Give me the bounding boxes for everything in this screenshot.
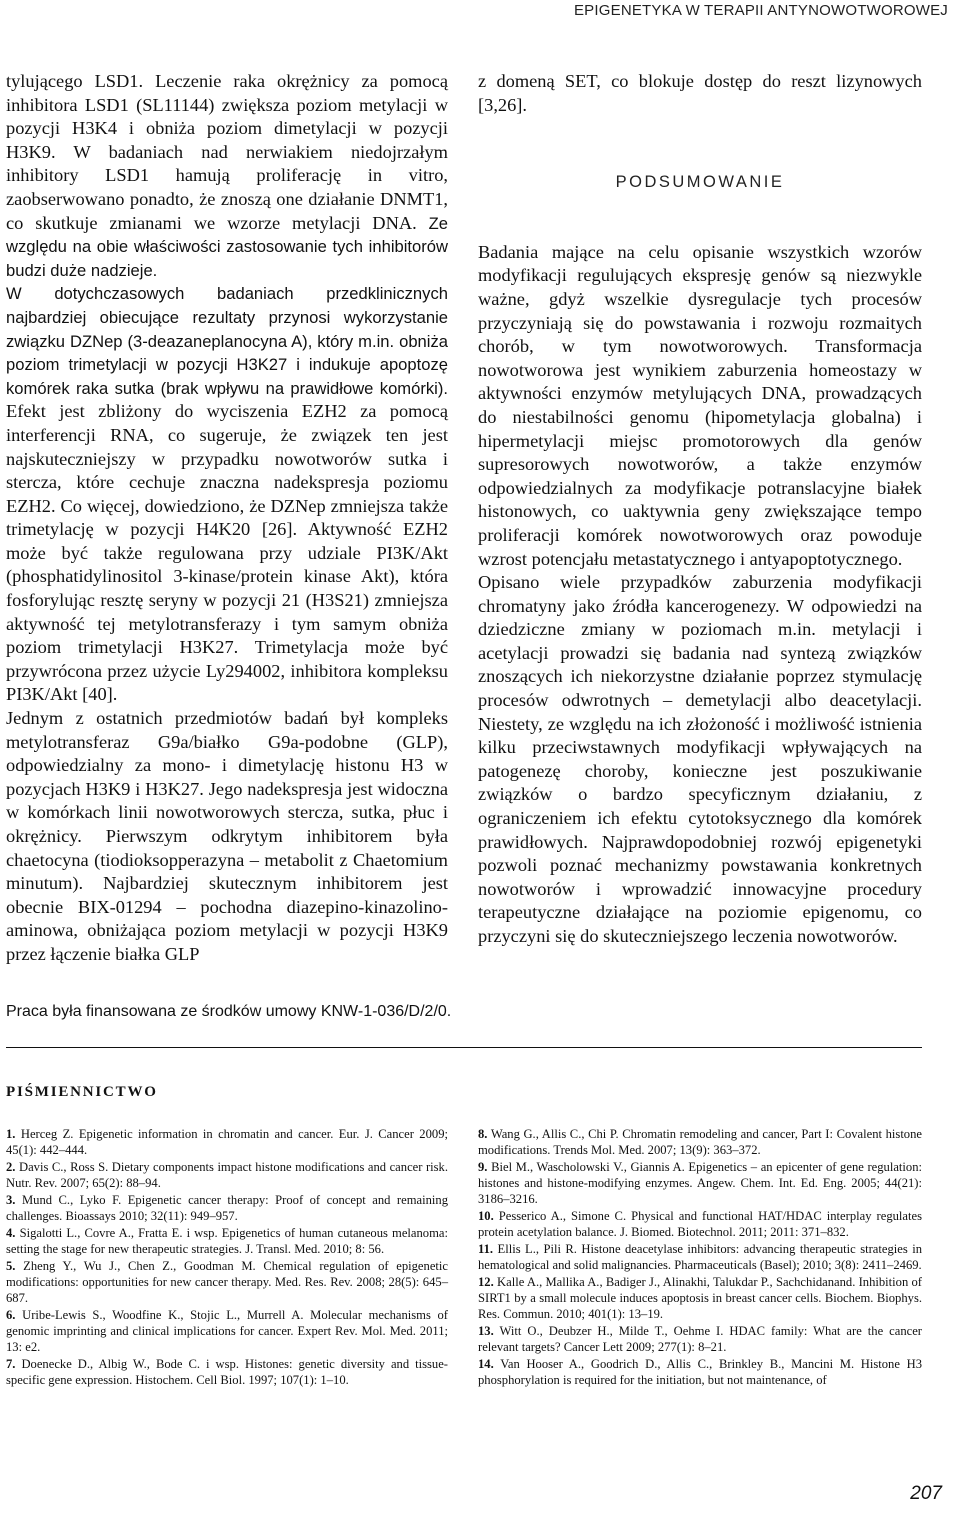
- references-list-left: [6, 1126, 448, 1389]
- reference-number: 13.: [478, 1323, 494, 1338]
- paragraph: [6, 282, 448, 707]
- reference-item: [6, 1225, 448, 1257]
- references-list-right: [478, 1126, 922, 1389]
- reference-text: Mund C., Lyko F. Epigenetic cancer therapy: Proof of concept and remaining challenges. Bioassays 2010; 32(11): 949–957.: [6, 1192, 448, 1224]
- reference-item: [478, 1274, 922, 1323]
- reference-number: 5.: [6, 1258, 16, 1273]
- reference-text: Davis C., Ross S. Dietary components impact histone modifications and cancer risk. Nutr. Rev. 2007; 65(2): 88–94.: [6, 1159, 448, 1191]
- body-column-right: [478, 70, 922, 949]
- reference-text: Wang G., Allis C., Chi P. Chromatin remodeling and cancer, Part I: Covalent histone modifications. Trends Mol. Med. 2007; 13(9): 363–372.: [478, 1127, 922, 1158]
- reference-item: [478, 1241, 922, 1273]
- paragraph-text: Efekt jest zbliżony do wyciszenia EZH2 za pomocą interferencji RNA, co sugeruje, że związek ten jest najskuteczniejszy w przypadku nowotworów sutka i stercza, które cechuje znaczna nadekspresja poziomu EZH2. Co więcej, dowiedziono, że DZNep zmniejsza także trimetylację w pozycji H4K20 [26]. Aktywność EZH2 może być także regulowana przy udziale PI3K/Akt (phosphatidylinositol 3-kinase/protein kinase Akt), która fosforylując resztę seryny w pozycji 21 (H3S21) zmniejsza aktywność tej metylotransferazy i tym samym obniża poziom trimetylacji H3K27. Trimetylacja może być przywrócona przez użycie Ly294002, inhibitora kompleksu PI3K/Akt [40].: [6, 401, 448, 705]
- reference-item: [478, 1356, 922, 1388]
- divider: [6, 1047, 922, 1048]
- reference-text: Biel M., Wascholowski V., Giannis A. Epigenetics – an epicenter of gene regulation: histones and histone-modifying enzymes. Angew. Chem. Int. Ed. Eng. 2005; 44(21): 3186–3216.: [478, 1159, 922, 1207]
- section-title: PODSUMOWANIE: [615, 173, 785, 192]
- page-number: 207: [910, 1483, 942, 1504]
- reference-item: [6, 1307, 448, 1356]
- funding-note: Praca była finansowana ze środków umowy KNW-1-036/D/2/0.: [6, 1003, 452, 1020]
- reference-number: 4.: [6, 1225, 16, 1240]
- paragraph-text-sans: W dotychczasowych badaniach przedklinicznych najbardziej obiecujące rezultaty przynosi wykorzystanie związku DZNep (3-deazaneplanocyna A), który m.in. obniża poziom trimetylacji w pozycji H3K27 i indukuje apoptozę komórek raka sutka (brak wpływu na prawidłowe komórki).: [6, 284, 448, 398]
- reference-number: 8.: [478, 1127, 488, 1141]
- paragraph: Jednym z ostatnich przedmiotów badań był kompleks metylotransferaz G9a/białko G9a-podobne (GLP), odpowiedzialny za mono- i dimetylację histonu H3 w pozycjach H3K9 i H3K27. Jego nadekspresja jest widoczna w komórkach linii nowotworowych stercza, sutka, płuc i okrężnicy. Pierwszym odkrytym inhibitorem była chaetocyna (tiodioksopperazyna – metabolit z Chaetomium minutum). Najbardziej skutecznym inhibitorem jest obecnie BIX-01294 – pochodna diazepino-kinazolino-aminowa, obniżająca poziom metylacji w pozycji H3K9 przez łączenie białka GLP: [6, 708, 448, 964]
- reference-text: Kalle A., Mallika A., Badiger J., Alinakhi, Talukdar P., Sachchidanand. Inhibition of SIRT1 by a small molecule induces apoptosis in breast cancer cells. Biochem. Biophys. Res. Commun. 2010; 401(1): 13–19.: [478, 1274, 923, 1322]
- reference-text: Doenecke D., Albig W., Bode C. i wsp. Histones: genetic diversity and tissue-specific gene expression. Histochem. Cell Biol. 1997; 107(1): 1–10.: [6, 1356, 449, 1388]
- reference-item: [6, 1192, 448, 1224]
- reference-text: Pesserico A., Simone C. Physical and functional HAT/HDAC interplay regulates protein acetylation balance. J. Biomed. Biotechnol. 2011; 2011: 371–832.: [478, 1209, 922, 1240]
- reference-item: [478, 1126, 922, 1158]
- reference-item: [478, 1323, 922, 1355]
- reference-number: 9.: [478, 1159, 488, 1174]
- reference-number: 14.: [478, 1356, 494, 1371]
- reference-number: 7.: [6, 1356, 16, 1371]
- paragraph-text-sans: Ze względu na obie właściwości zastosowanie tych inhibitorów budzi duże nadzieje.: [6, 213, 448, 280]
- reference-number: 1.: [6, 1127, 16, 1141]
- paragraph-text: tylującego LSD1. Leczenie raka okrężnicy za pomocą inhibitora LSD1 (SL11144) zwiększa poziom metylacji w pozycji H3K4 i obniża poziom dimetylacji w pozycji H3K9. W badaniach nad nerwiakiem niedojrzałym inhibitory LSD1 hamują proliferację in vitro, zaobserwowano ponadto, że znoszą one działanie DNMT1, co skutkuje zmianami we wzorze metylacji DNA.: [6, 71, 448, 233]
- reference-number: 12.: [478, 1274, 494, 1289]
- reference-item: [6, 1258, 448, 1307]
- reference-text: Herceg Z. Epigenetic information in chromatin and cancer. Eur. J. Cancer 2009; 45(1): 442–444.: [6, 1127, 448, 1158]
- reference-text: Ellis L., Pili R. Histone deacetylase inhibitors: advancing therapeutic strategies in hematological and solid malignancies. Pharmaceuticals (Basel); 2010; 3(8): 2411–2469.: [478, 1241, 922, 1273]
- paragraph: Opisano wiele przypadków zaburzenia modyfikacji chromatyny jako źródła kancerogenezy. W odpowiedzi na dziedziczne zmiany w poziomach m.in. metylacji i acetylacji prowadzi się badania nad syntezą związków znoszących ich niekorzystne działanie poprzez stymulację procesów odwrotnych – demetylacji albo deacetylacji. Niestety, ze względu na ich złożoność i możliwość istnienia kilku przeciwstawnych modyfikacji wpływających na patogenezę choroby, konieczne jest poszukiwanie związków o bardzo specyficznym działaniu, z ograniczeniem ich efektu cytotoksycznego dla komórek prawidłowych. Najprawdopodobniej rozwój epigenetyki pozwoli poznać mechanizmy powstawania konkretnych nowotworów i wprowadzić innowacyjne procedury terapeutyczne działające na poziomie epigenomu, co przyczyni się do skuteczniejszego leczenia nowotworów.: [478, 572, 922, 946]
- paragraph: Badania mające na celu opisanie wszystkich wzorów modyfikacji regulujących ekspresję genów są niezwykle ważne, gdyż wszelkie dysregulacje tych procesów przyczyniają się do powstawania i rozwoju rozmaitych chorób, w tym nowotworowych. Transformacja nowotworowa jest wynikiem zaburzenia homeostazy w aktywności enzymów metylujących DNA, prowadzących do niestabilności genomu (hipometylacja globalna) i hipermetylacji miejsc promotorowych dla genów supresorowych nowotworów, a także enzymów odpowiedzialnych za modyfikacje potranslacyjne białek histonowych, co uaktywnia geny zwiększające tempo proliferacji komórek nowotworowych oraz powoduje wzrost potencjału metastatycznego i antyapoptotycznego.: [478, 241, 922, 569]
- paragraph: z domeną SET, co blokuje dostęp do reszt lizynowych [3,26].: [478, 71, 922, 115]
- reference-number: 11.: [478, 1241, 494, 1256]
- reference-item: [6, 1356, 448, 1388]
- reference-item: [478, 1208, 922, 1240]
- reference-number: 6.: [6, 1307, 16, 1322]
- reference-text: Sigalotti L., Covre A., Fratta E. i wsp. Epigenetics of human cutaneous melanoma: setting the stage for new therapeutic strategies. J. Transl. Med. 2010; 8: 56.: [6, 1225, 448, 1256]
- reference-text: Zheng Y., Wu J., Chen Z., Goodman M. Chemical regulation of epigenetic modifications: opportunities for new cancer therapy. Med. Res. Rev. 2008; 28(5): 645–687.: [6, 1258, 448, 1306]
- reference-text: Van Hooser A., Goodrich D., Allis C., Brinkley B., Mancini M. Histone H3 phosphorylation is required for the initiation, but not maintenance, of: [478, 1356, 923, 1388]
- references-title: PIŚMIENNICTWO: [6, 1084, 158, 1100]
- running-title: EPIGENETYKA W TERAPII ANTYNOWOTWOROWEJ: [573, 2, 948, 19]
- reference-text: Uribe-Lewis S., Woodfine K., Stojic L., Murrell A. Molecular mechanisms of genomic imprinting and clinical implications for cancer. Expert Rev. Mol. Med. 2011; 13: e2.: [6, 1307, 448, 1355]
- reference-text: Witt O., Deubzer H., Milde T., Oehme I. HDAC family: What are the cancer relevant targets? Cancer Lett 2009; 277(1): 8–21.: [478, 1323, 922, 1355]
- reference-item: [6, 1159, 448, 1191]
- reference-item: [6, 1126, 448, 1158]
- reference-item: [478, 1159, 922, 1208]
- reference-number: 3.: [6, 1192, 16, 1207]
- body-column-left: [6, 70, 448, 967]
- reference-number: 10.: [478, 1209, 494, 1224]
- reference-number: 2.: [6, 1159, 16, 1174]
- paragraph: [6, 70, 448, 282]
